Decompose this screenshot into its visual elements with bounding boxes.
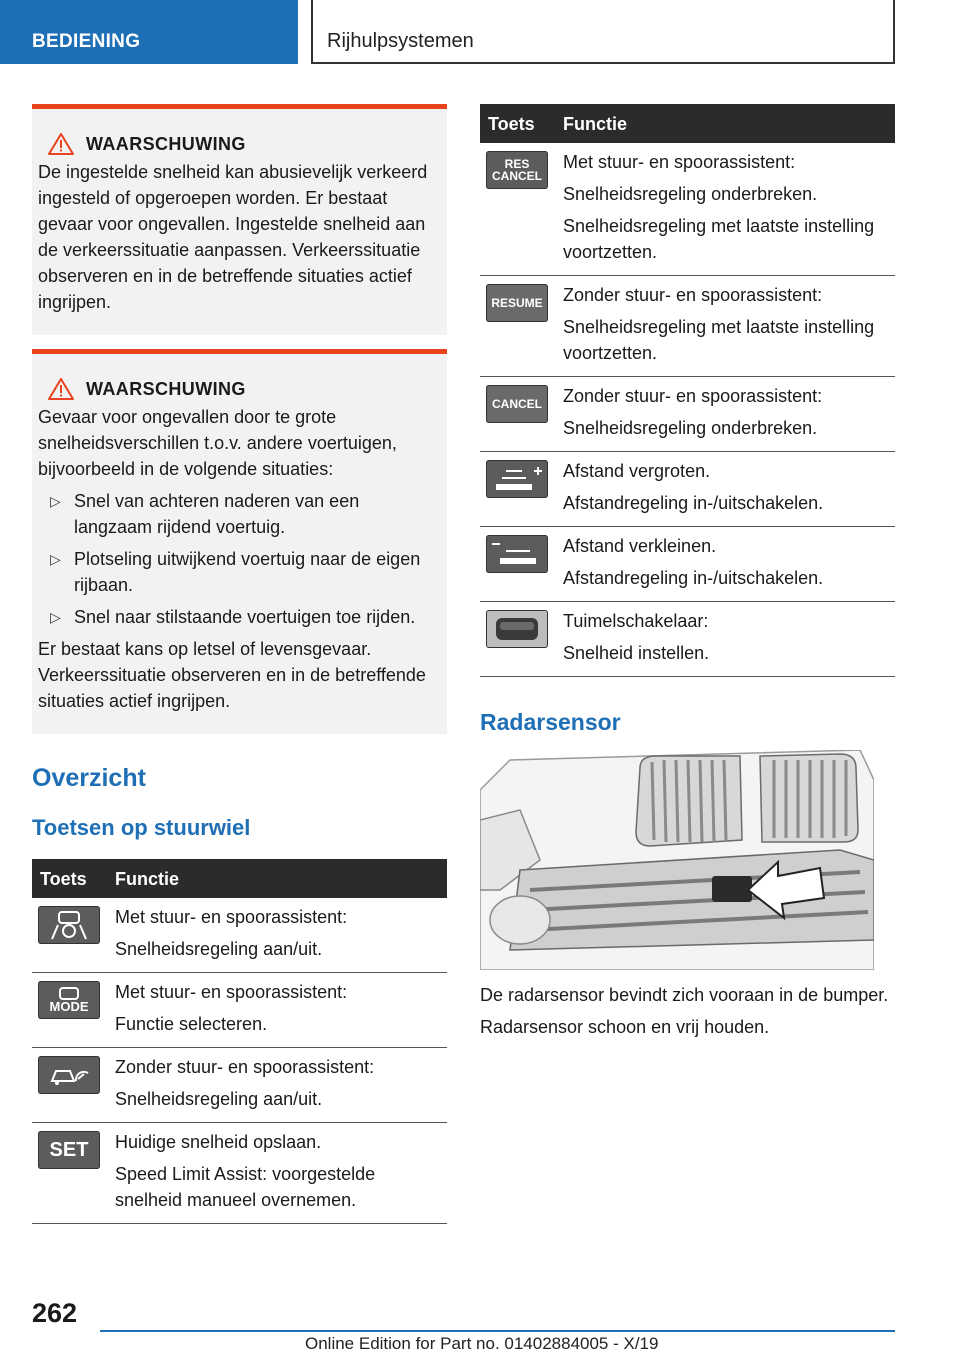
steering-keys-table [32, 859, 447, 1224]
function-line: Snelheidsregeling met laatste instelling voortzetten. [563, 317, 875, 363]
warning-triangle-icon [48, 378, 74, 400]
function-line: Afstandregeling in-/uitschakelen. [563, 568, 824, 588]
res-cancel-key-icon [486, 151, 548, 189]
function-cell [107, 1123, 447, 1224]
key-label: SET [49, 1139, 89, 1161]
key-cell [480, 276, 555, 377]
key-cell [480, 143, 555, 276]
bullet-text: Plotseling uitwijkend voertuig naar de eigen rijbaan. [74, 549, 421, 595]
mode-key-icon [38, 981, 100, 1019]
bullet-item [38, 488, 437, 540]
function-line: Snelheidsregeling aan/uit. [115, 939, 323, 959]
function-line: Snelheidsregeling onderbreken. [563, 418, 818, 438]
function-line: Met stuur- en spoorassistent: [563, 152, 796, 172]
steering-assist-icon [38, 906, 100, 944]
function-line: Zonder stuur- en spoorassistent: [563, 285, 823, 305]
warning-intro: Gevaar voor ongevallen door te grote snelheidsverschillen t.o.v. andere voertuigen, bijvoorbeeld in de volgende situaties: [38, 407, 397, 479]
function-line: Afstandregeling in-/uitschakelen. [563, 493, 824, 513]
distance-decrease-icon [486, 535, 548, 573]
table-row [480, 143, 895, 276]
right-column [480, 104, 895, 1040]
function-line: Zonder stuur- en spoorassistent: [563, 386, 823, 406]
key-cell [32, 1048, 107, 1123]
key-cell [480, 452, 555, 527]
radar-text-location: De radarsensor bevindt zich vooraan in de bumper. [480, 985, 889, 1005]
warning-text: De ingestelde snelheid kan abusievelijk verkeerd ingesteld of opgeroepen worden. Er bestaat gevaar voor ongevallen. Ingestelde snelheid aan de verkeerssituatie aanpassen. Verkeerssituatie observeren en in de betreffende situaties actief ingrijpen. [38, 162, 428, 312]
steering-keys-table-continued [480, 104, 895, 677]
function-line: Met stuur- en spoorassistent: [115, 907, 348, 927]
key-cell [32, 973, 107, 1048]
function-cell [555, 527, 895, 602]
function-line: Tuimelschakelaar: [563, 611, 709, 631]
page-number: 262 [32, 1298, 78, 1328]
car-front-radar-illustration [480, 750, 874, 970]
warning-box-1 [32, 104, 447, 335]
bullet-text: Snel naar stilstaande voertuigen toe rijden. [74, 607, 416, 627]
section-heading-overview: Overzicht [32, 764, 146, 792]
warning-bullets [38, 488, 437, 630]
key-label: RESUME [491, 296, 543, 310]
bullet-triangle-icon: ▷ [50, 551, 61, 567]
warning-outro: Er bestaat kans op letsel of levensgevaar. Verkeerssituatie observeren en in de betreffende situaties actief ingrijpen. [38, 639, 426, 711]
section-heading-radar: Radarsensor [480, 709, 621, 735]
function-cell [107, 898, 447, 973]
cancel-key-icon [486, 385, 548, 423]
table-row [32, 1048, 447, 1123]
col-header-function: Functie [555, 104, 895, 143]
key-cell [32, 898, 107, 973]
function-line: Snelheidsregeling onderbreken. [563, 184, 818, 204]
function-line: Speed Limit Assist: voorgestelde snelheid manueel overnemen. [115, 1164, 376, 1210]
chapter-title: Rijhulpsystemen [311, 0, 895, 64]
col-header-key: Toets [32, 859, 107, 898]
table-header-row [480, 104, 895, 143]
table-row [480, 377, 895, 452]
function-cell [107, 973, 447, 1048]
function-cell [555, 276, 895, 377]
warning-triangle-icon [48, 133, 74, 155]
warning-header [42, 131, 437, 157]
function-line: Afstand verkleinen. [563, 536, 717, 556]
table-row [480, 276, 895, 377]
function-line: Zonder stuur- en spoorassistent: [115, 1057, 375, 1077]
function-line: Met stuur- en spoorassistent: [115, 982, 348, 1002]
function-line: Functie selecteren. [115, 1014, 268, 1034]
function-line: Afstand vergroten. [563, 461, 711, 481]
footer-divider [100, 1330, 895, 1332]
table-header-row [32, 859, 447, 898]
function-cell [107, 1048, 447, 1123]
col-header-function: Functie [107, 859, 447, 898]
table-row [32, 1123, 447, 1224]
bullet-item [38, 604, 437, 630]
resume-key-icon [486, 284, 548, 322]
table-row [480, 527, 895, 602]
key-label: RES CANCEL [492, 157, 542, 183]
bullet-item [38, 546, 437, 598]
warning-header [42, 376, 437, 402]
set-key-icon [38, 1131, 100, 1169]
cruise-control-icon [38, 1056, 100, 1094]
warning-title: WAARSCHUWING [86, 134, 246, 154]
function-line: Snelheidsregeling met laatste instelling voortzetten. [563, 216, 875, 262]
warning-title: WAARSCHUWING [86, 379, 246, 399]
key-cell [480, 377, 555, 452]
function-line: Snelheid instellen. [563, 643, 710, 663]
function-line: Huidige snelheid opslaan. [115, 1132, 322, 1152]
distance-increase-icon [486, 460, 548, 498]
function-cell [555, 452, 895, 527]
footer-edition: Online Edition for Part no. 01402884005 - X/19 [305, 1334, 659, 1353]
function-cell [555, 377, 895, 452]
radar-text-cleaning: Radarsensor schoon en vrij houden. [480, 1017, 770, 1037]
rocker-switch-icon [486, 610, 548, 648]
function-cell [555, 602, 895, 677]
radar-description [480, 982, 895, 1040]
key-label: MODE [49, 999, 89, 1014]
bullet-triangle-icon: ▷ [50, 609, 61, 625]
subheading-steering-keys: Toetsen op stuurwiel [32, 815, 251, 840]
function-line: Snelheidsregeling aan/uit. [115, 1089, 323, 1109]
bullet-triangle-icon: ▷ [50, 493, 61, 509]
left-column [32, 104, 447, 1224]
table-row [32, 898, 447, 973]
key-cell [32, 1123, 107, 1224]
col-header-key: Toets [480, 104, 555, 143]
key-cell [480, 602, 555, 677]
bullet-text: Snel van achteren naderen van een langzaam rijdend voertuig. [74, 491, 360, 537]
table-row [32, 973, 447, 1048]
function-cell [555, 143, 895, 276]
section-tab: BEDIENING [0, 0, 298, 64]
warning-box-2 [32, 349, 447, 734]
key-cell [480, 527, 555, 602]
table-row [480, 452, 895, 527]
key-label: CANCEL [492, 397, 542, 411]
table-row [480, 602, 895, 677]
